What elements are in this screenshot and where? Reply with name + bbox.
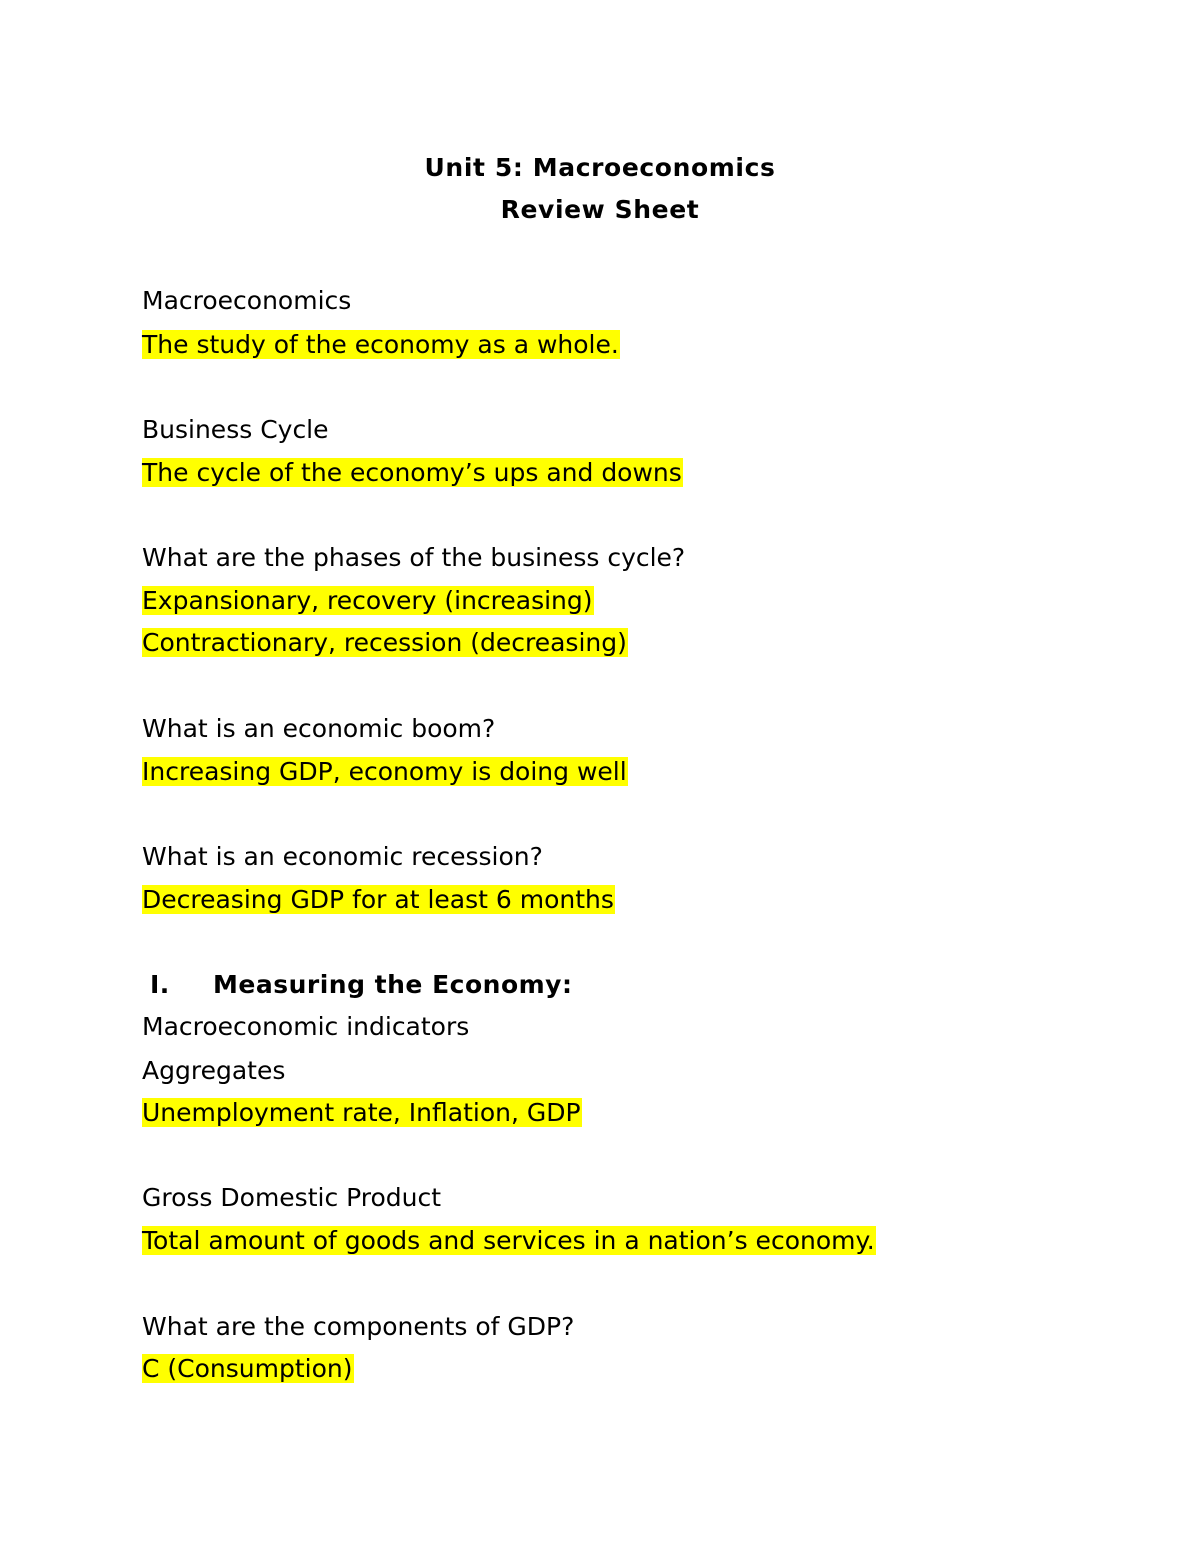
highlighted-answer: Total amount of goods and services in a nation’s economy.: [142, 1226, 875, 1255]
answer-phases-1: [142, 584, 594, 618]
highlighted-answer: Expansionary, recovery (increasing): [142, 586, 593, 615]
highlighted-answer: Unemployment rate, Inflation, GDP: [142, 1098, 581, 1127]
question-phases: What are the phases of the business cycle?: [142, 543, 686, 572]
term-gdp: Gross Domestic Product: [142, 1183, 442, 1212]
highlighted-answer: The study of the economy as a whole.: [142, 330, 619, 359]
term-business-cycle: Business Cycle: [142, 415, 329, 444]
term-macroeconomics: Macroeconomics: [142, 286, 352, 315]
answer-aggregates: [142, 1096, 582, 1130]
answer-business-cycle: [142, 456, 683, 490]
highlighted-answer: The cycle of the economy’s ups and downs: [142, 458, 682, 487]
highlighted-answer: C (Consumption): [142, 1354, 353, 1383]
section-line-aggregates: Aggregates: [142, 1056, 286, 1085]
section-line-indicators: Macroeconomic indicators: [142, 1012, 470, 1041]
answer-components: [142, 1352, 354, 1386]
question-boom: What is an economic boom?: [142, 714, 496, 743]
answer-phases-2: [142, 626, 628, 660]
answer-macroeconomics: [142, 328, 620, 362]
section-number: I.: [150, 970, 170, 999]
document-subtitle: Review Sheet: [500, 195, 700, 224]
answer-gdp: [142, 1224, 876, 1258]
section-heading: [150, 968, 572, 1002]
highlighted-answer: Decreasing GDP for at least 6 months: [142, 885, 614, 914]
question-recession: What is an economic recession?: [142, 842, 543, 871]
document-title: Unit 5: Macroeconomics: [424, 153, 776, 182]
highlighted-answer: Contractionary, recession (decreasing): [142, 628, 627, 657]
highlighted-answer: Increasing GDP, economy is doing well: [142, 757, 627, 786]
answer-recession: [142, 883, 615, 917]
question-components: What are the components of GDP?: [142, 1312, 575, 1341]
section-heading-text: Measuring the Economy:: [213, 970, 573, 999]
answer-boom: [142, 755, 628, 789]
